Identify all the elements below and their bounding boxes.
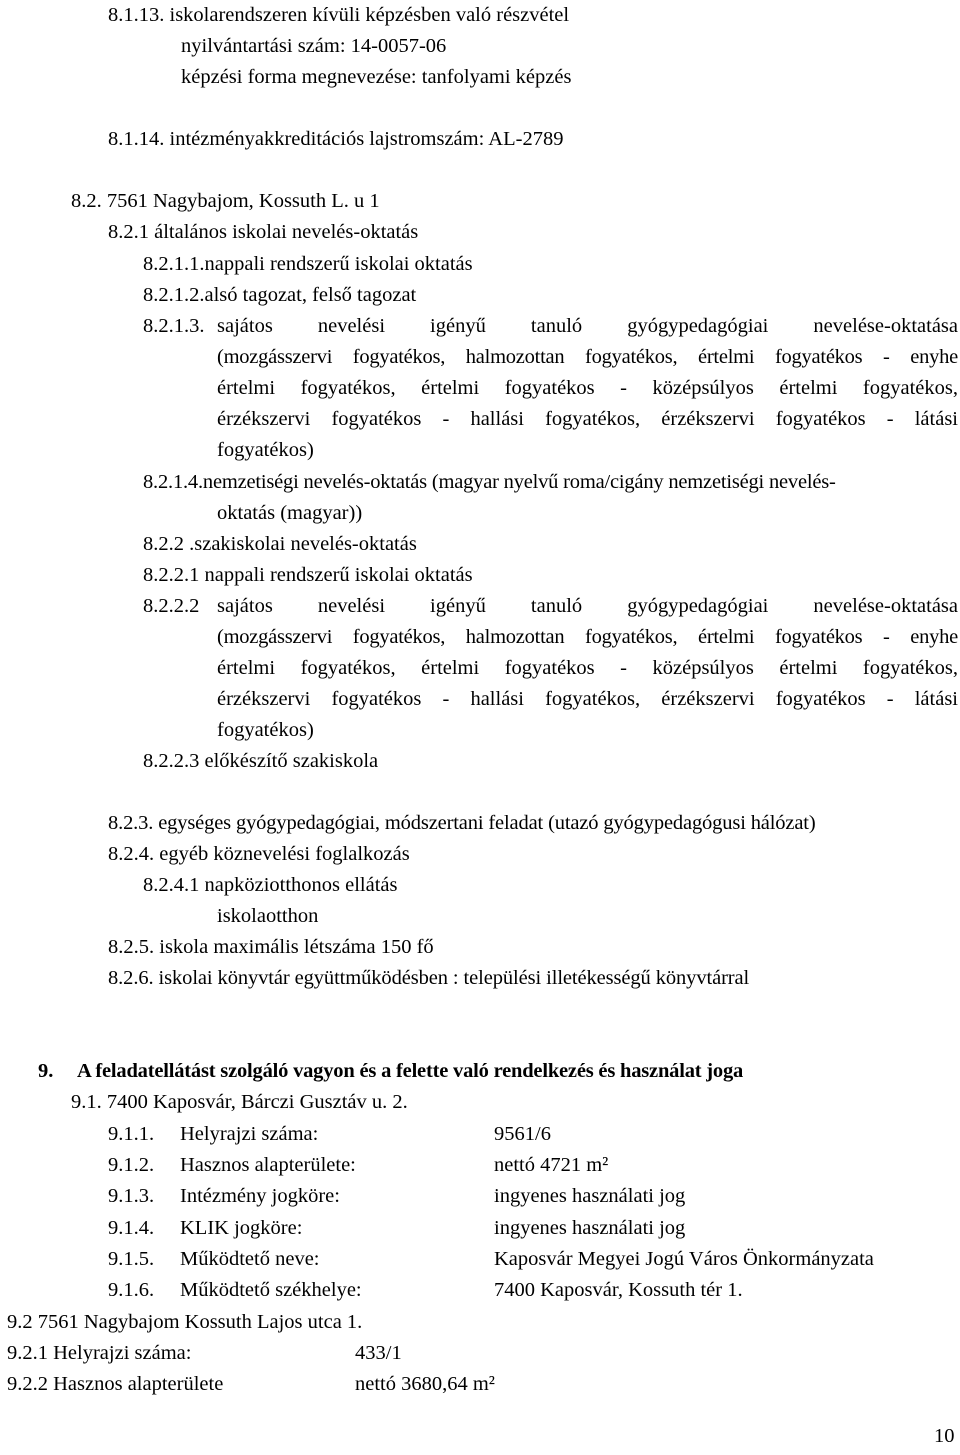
section-8-2-2-2-number: 8.2.2.2 [143, 595, 200, 617]
section-9-2: 9.2 7561 Nagybajom Kossuth Lajos utca 1. [7, 1311, 363, 1333]
section-8-2-1-3-number: 8.2.1.3. [143, 315, 205, 337]
section-8-2-4-1: 8.2.4.1 napköziotthonos ellátás [143, 874, 398, 896]
section-8-2-1-3-text [217, 314, 958, 438]
section-8-2-2: 8.2.2 .szakiskolai nevelés-oktatás [143, 533, 417, 555]
section-8-2-1-4: 8.2.1.4.nemzetiségi nevelés-oktatás (magyar nyelvű roma/cigány nemzetiségi nevelés- [143, 471, 836, 493]
training-form: képzési forma megnevezése: tanfolyami képzés [181, 66, 572, 88]
section-9-number: 9. [38, 1060, 54, 1082]
section-8-2: 8.2. 7561 Nagybajom, Kossuth L. u 1 [71, 190, 380, 212]
text-line: sajátos nevelési igényű tanuló gyógypedagógiai nevelése-oktatása [217, 595, 958, 617]
text-line: értelmi fogyatékos, értelmi fogyatékos - középsúlyos értelmi fogyatékos, [217, 657, 958, 679]
row-value: ingyenes használati jog [494, 1185, 686, 1207]
row-value: 7400 Kaposvár, Kossuth tér 1. [494, 1279, 743, 1301]
text-line: oktatás (magyar)) [217, 502, 363, 524]
section-8-2-5: 8.2.5. iskola maximális létszáma 150 fő [108, 936, 434, 958]
text-line: (mozgásszervi fogyatékos, halmozottan fogyatékos, értelmi fogyatékos - enyhe [217, 626, 958, 648]
section-8-2-1-1: 8.2.1.1.nappali rendszerű iskolai oktatás [143, 253, 473, 275]
row-number: 9.1.3. [108, 1185, 155, 1207]
row-value: ingyenes használati jog [494, 1217, 686, 1239]
section-8-2-2-3: 8.2.2.3 előkészítő szakiskola [143, 750, 379, 772]
row-number: 9.1.1. [108, 1123, 155, 1145]
section-8-2-4: 8.2.4. egyéb köznevelési foglalkozás [108, 843, 410, 865]
row-label: Működtető székhelye: [180, 1279, 362, 1301]
section-8-2-2-2-text [217, 594, 958, 718]
section-8-2-4-1-sub: iskolaotthon [217, 905, 319, 927]
section-8-1-14: 8.1.14. intézményakkreditációs lajstromszám: AL-2789 [108, 128, 564, 150]
row-label: Működtető neve: [180, 1248, 320, 1270]
row-label: Hasznos alapterülete: [180, 1154, 356, 1176]
row-number: 9.1.4. [108, 1217, 155, 1239]
page-number: 10 [934, 1425, 955, 1447]
text-line: fogyatékos) [217, 439, 314, 461]
section-8-2-2-1: 8.2.2.1 nappali rendszerű iskolai oktatás [143, 564, 473, 586]
text-line: érzékszervi fogyatékos - hallási fogyatékos, érzékszervi fogyatékos - látási [217, 688, 958, 710]
section-8-2-1: 8.2.1 általános iskolai nevelés-oktatás [108, 221, 419, 243]
text-line: (mozgásszervi fogyatékos, halmozottan fogyatékos, értelmi fogyatékos - enyhe [217, 346, 958, 368]
row-label: KLIK jogköre: [180, 1217, 303, 1239]
section-8-2-6: 8.2.6. iskolai könyvtár együttműködésben : települési illetékességű könyvtárral [108, 967, 750, 989]
section-9-heading: A feladatellátást szolgáló vagyon és a felette való rendelkezés és használat joga [77, 1060, 744, 1082]
section-8-2-3: 8.2.3. egységes gyógypedagógiai, módszertani feladat (utazó gyógypedagógusi hálózat) [108, 812, 816, 834]
text-line: értelmi fogyatékos, értelmi fogyatékos - középsúlyos értelmi fogyatékos, [217, 377, 958, 399]
text-line: fogyatékos) [217, 719, 314, 741]
row-label: 9.2.2 Hasznos alapterülete [7, 1373, 224, 1395]
row-label: Helyrajzi száma: [180, 1123, 319, 1145]
section-8-1-13-title: 8.1.13. iskolarendszeren kívüli képzésben való részvétel [108, 4, 570, 26]
row-value: 9561/6 [494, 1123, 551, 1145]
row-number: 9.1.6. [108, 1279, 155, 1301]
row-value: 433/1 [355, 1342, 402, 1364]
section-8-2-1-2: 8.2.1.2.alsó tagozat, felső tagozat [143, 284, 417, 306]
row-value: Kaposvár Megyei Jogú Város Önkormányzata [494, 1248, 874, 1270]
row-label: Intézmény jogköre: [180, 1185, 340, 1207]
row-label: 9.2.1 Helyrajzi száma: [7, 1342, 192, 1364]
row-number: 9.1.5. [108, 1248, 155, 1270]
text-line: sajátos nevelési igényű tanuló gyógypedagógiai nevelése-oktatása [217, 315, 958, 337]
section-9-1: 9.1. 7400 Kaposvár, Bárczi Gusztáv u. 2. [71, 1091, 408, 1113]
text-line: érzékszervi fogyatékos - hallási fogyatékos, érzékszervi fogyatékos - látási [217, 408, 958, 430]
row-number: 9.1.2. [108, 1154, 155, 1176]
registration-number: nyilvántartási szám: 14-0057-06 [181, 35, 447, 57]
row-value: nettó 4721 m² [494, 1154, 609, 1176]
row-value: nettó 3680,64 m² [355, 1373, 495, 1395]
